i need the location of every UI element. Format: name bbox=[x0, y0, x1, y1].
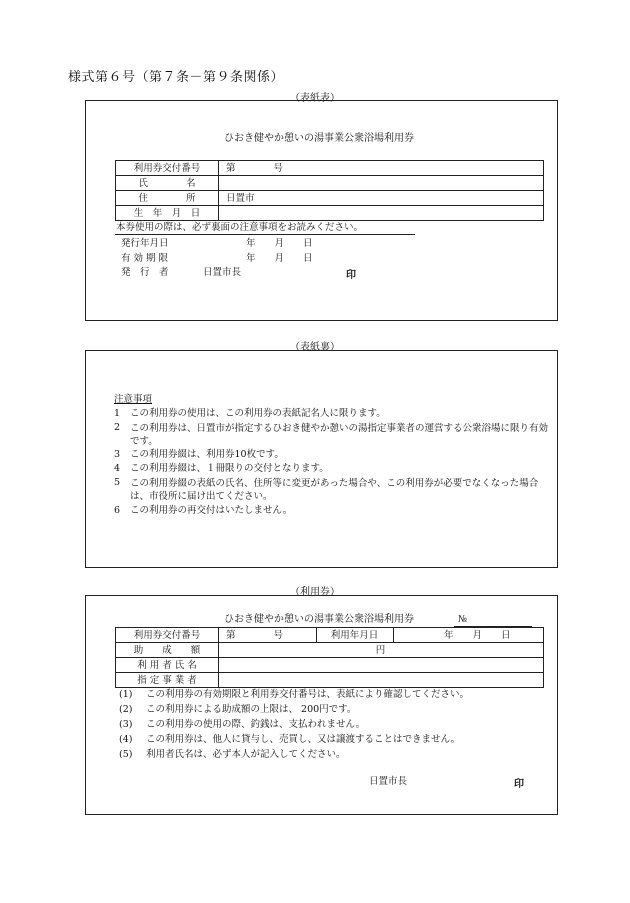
ticket-note-1-text: この利用券の有効期限と利用券交付番号は、表紙により確認してください。 bbox=[146, 689, 470, 700]
ticket-value-number: 第 号 bbox=[226, 630, 284, 641]
note-1-text: この利用券の使用は、この利用券の表紙記名人に限ります。 bbox=[130, 408, 386, 419]
ticket-issuer: 日置市長 bbox=[369, 776, 408, 787]
issue-date-value: 年 月 日 bbox=[246, 238, 313, 249]
ticket-note-3-num: (3) bbox=[119, 719, 133, 730]
ticket-seal: 印 bbox=[514, 779, 524, 790]
form-title: 様式第６号（第７条－第９条関係） bbox=[68, 70, 285, 85]
issue-date-label: 発行年月日 bbox=[121, 238, 169, 249]
front-caption: （表紙表） bbox=[290, 93, 340, 104]
note-6-text: この利用券の再交付はいたしません。 bbox=[130, 505, 293, 516]
note-3-num: 3 bbox=[114, 449, 121, 460]
ticket-value-use-date[interactable]: 年 月 日 bbox=[444, 630, 511, 641]
ticket-label-number: 利用券交付番号 bbox=[133, 630, 201, 641]
ticket-note-2-text: この利用券による助成額の上限は、 200円です。 bbox=[146, 704, 357, 715]
note-3-text: この利用券綴は、利用券10枚です。 bbox=[130, 449, 284, 460]
ticket-note-3-text: この利用券の使用の際、釣銭は、支払われません。 bbox=[146, 719, 366, 730]
label-ticket-number: 利用券交付番号 bbox=[133, 163, 201, 174]
label-address: 住 所 bbox=[138, 193, 196, 204]
note-4-text: この利用券綴は、１冊限りの交付となります。 bbox=[130, 463, 329, 474]
ticket-note-5-num: (5) bbox=[119, 749, 133, 760]
label-birthdate: 生 年 月 日 bbox=[133, 208, 201, 219]
front-seal: 印 bbox=[346, 270, 356, 281]
ticket-label-provider: 指 定 事 業 者 bbox=[137, 675, 197, 686]
back-caption: （表紙裏） bbox=[290, 342, 340, 353]
front-heading: ひおき健やか憩いの湯事業公衆浴場利用券 bbox=[224, 133, 414, 144]
ticket-value-subsidy[interactable]: 円 bbox=[375, 645, 386, 656]
ticket-note-4-num: (4) bbox=[119, 734, 133, 745]
ticket-box bbox=[85, 595, 558, 815]
ticket-heading: ひおき健やか憩いの湯事業公衆浴場利用券 bbox=[224, 614, 414, 625]
front-note: 本券使用の際は、必ず裏面の注意事項をお読みください。 bbox=[116, 222, 364, 233]
note-1-num: 1 bbox=[114, 408, 121, 419]
value-address[interactable]: 日置市 bbox=[226, 193, 255, 204]
ticket-note-4-text: この利用券は、他人に貸与し、売買し、又は譲渡することはできません。 bbox=[146, 734, 461, 745]
ticket-caption: （利用券） bbox=[290, 587, 340, 598]
ticket-label-use-date: 利用年月日 bbox=[330, 630, 379, 641]
expiry-label: 有 効 期 限 bbox=[121, 253, 169, 264]
ticket-info-table bbox=[115, 627, 544, 688]
front-cover-box bbox=[85, 100, 558, 321]
notes-heading: 注意事項 bbox=[114, 394, 153, 405]
ticket-note-2-num: (2) bbox=[119, 704, 133, 715]
back-cover-box bbox=[85, 350, 558, 568]
issuer-value: 日置市長 bbox=[203, 267, 242, 278]
front-info-table bbox=[115, 160, 544, 221]
ticket-note-5-text: 利用者氏名は、必ず本人が記入してください。 bbox=[146, 749, 346, 760]
note-5-text: この利用券綴の表紙の氏名、住所等に変更があった場合や、この利用券が必要でなくなった場合は、市役所に届け出てください。 bbox=[130, 478, 539, 502]
ticket-label-subsidy: 助 成 額 bbox=[133, 645, 201, 656]
note-4-num: 4 bbox=[114, 463, 121, 474]
note-2-num: 2 bbox=[114, 422, 121, 433]
issuer-label: 発 行 者 bbox=[121, 267, 169, 278]
ticket-no-label: № bbox=[458, 614, 467, 625]
note-6-num: 6 bbox=[114, 505, 121, 516]
expiry-value: 年 月 日 bbox=[246, 253, 313, 264]
ticket-note-1-num: (1) bbox=[119, 689, 133, 700]
label-name: 氏 名 bbox=[138, 178, 196, 189]
note-2-text: この利用券は、日置市が指定するひおき健やか憩いの湯指定事業者の運営する公衆浴場に限り有効です。 bbox=[130, 423, 549, 447]
ticket-label-user-name: 利 用 者 氏 名 bbox=[137, 660, 197, 671]
note-5-num: 5 bbox=[114, 477, 121, 488]
value-ticket-number: 第 号 bbox=[226, 163, 284, 174]
